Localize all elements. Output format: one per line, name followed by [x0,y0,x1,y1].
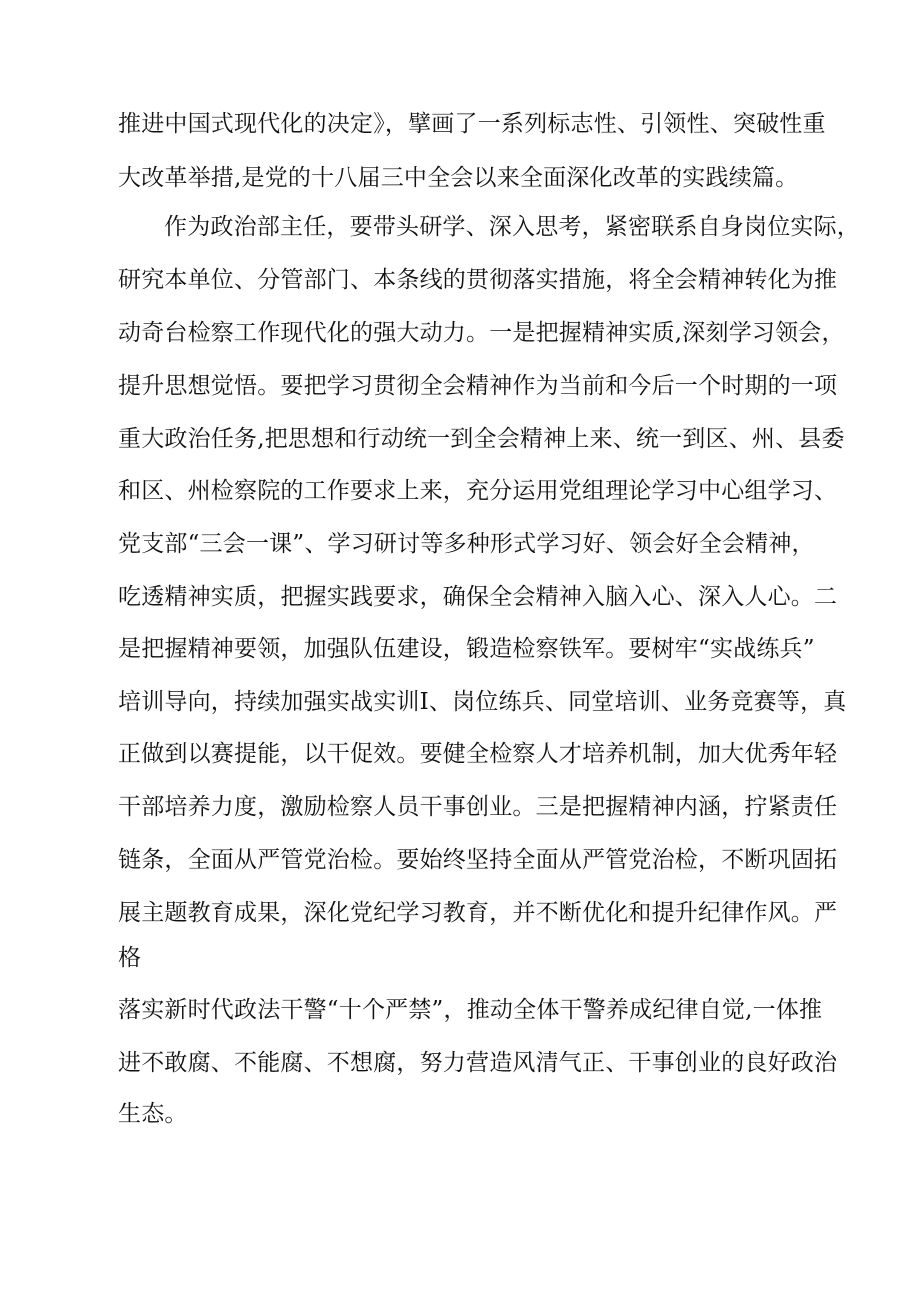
text-line-7: 重大政治任务,把思想和行动统一到全会精神上来、统一到区、州、县委 [118,426,845,452]
text-line-8: 和区、州检察院的工作要求上来，充分运用党组理论学习中心组学习、 [118,478,838,504]
text-line-20: 生态。 [118,1101,188,1127]
text-line-10: 吃透精神实质，把握实践要求，确保全会精神入脑入心、深入人心。二 [118,584,838,610]
text-line-4: 研究本单位、分管部门、本条线的贯彻落实措施，将全会精神转化为推 [118,267,838,293]
text-line-5: 动奇台检察工作现代化的强大动力。一是把握精神实质,深刻学习领会， [118,320,845,346]
text-line-3: 作为政治部主任，要带头研学、深入思考，紧密联系自身岗位实际， [164,214,860,240]
text-line-1: 推进中国式现代化的决定》，擘画了一系列标志性、引领性、突破性重 [118,111,826,137]
text-line-15: 链条，全面从严管党治检。要始终坚持全面从严管党治检，不断巩固拓 [118,847,838,873]
text-line-6: 提升思想觉悟。要把学习贯彻全会精神作为当前和今后一个时期的一项 [118,373,838,399]
text-line-16: 展主题教育成果，深化党纪学习教育，并不断优化和提升纪律作风。严 [118,900,838,926]
text-line-14: 干部培养力度，激励检察人员干事创业。三是把握精神内涵，拧紧责任 [118,794,838,820]
text-line-18: 落实新时代政法干警“十个严禁”，推动全体干警养成纪律自觉,一体推 [118,997,823,1023]
text-line-13: 正做到以赛提能，以干促效。要健全检察人才培养机制，加大优秀年轻 [118,741,838,767]
text-line-11: 是把握精神要领，加强队伍建设，锻造检察铁军。要树牢“实战练兵” [118,636,815,662]
text-line-17: 格 [118,945,142,971]
text-line-12: 培训导向，持续加强实战实训I、岗位练兵、同堂培训、业务竞赛等，真 [118,689,847,715]
text-line-9: 党支部“三会一课”、学习研讨等多种形式学习好、领会好全会精神， [118,531,815,557]
text-line-2: 大改革举措,是党的十八届三中全会以来全面深化改革的实践续篇。 [118,165,799,191]
text-line-19: 进不敢腐、不能腐、不想腐，努力营造风清气正、干事创业的良好政治 [118,1050,838,1076]
